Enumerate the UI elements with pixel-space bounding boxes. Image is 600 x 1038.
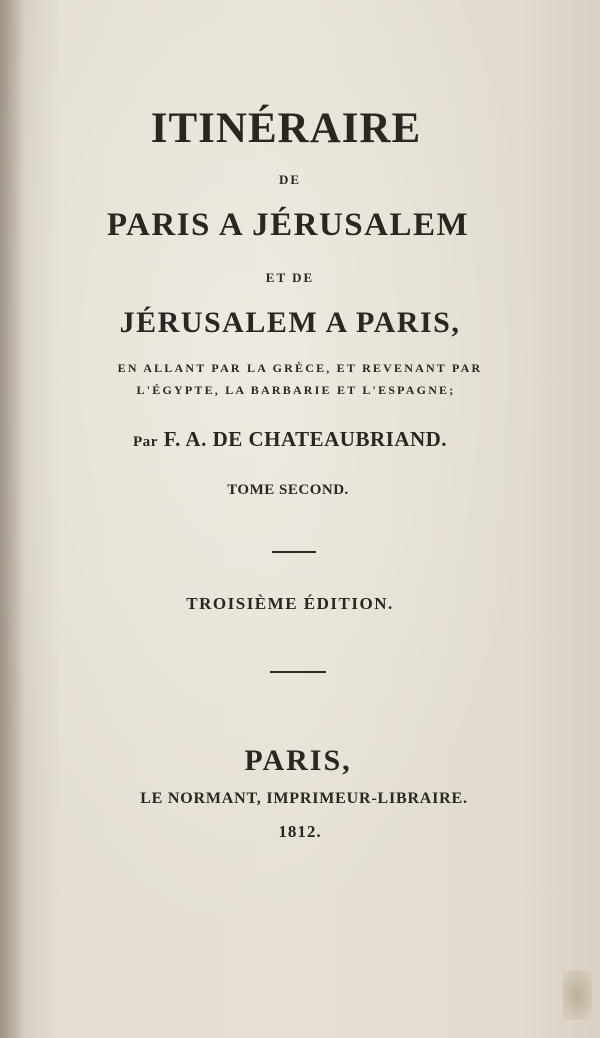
volume-label: TOME SECOND. [227,482,349,498]
imprint-year: 1812. [278,822,322,841]
author-name: F. A. DE CHATEAUBRIAND. [163,427,448,451]
book-title: ITINÉRAIRE [150,105,422,152]
title-connector-de: DE [278,172,302,187]
subtitle-line-2: L'ÉGYPTE, LA BARBARIE ET L'ESPAGNE; [136,383,456,397]
subtitle-line-1: EN ALLANT PAR LA GRÈCE, ET REVENANT PAR [117,361,483,375]
divider-rule-top [272,551,316,553]
spine-shadow [0,0,26,1038]
author-prefix: Par [132,434,158,450]
paper-stain [562,970,592,1020]
author-line [0,427,590,452]
imprint-publisher: LE NORMANT, IMPRIMEUR-LIBRAIRE. [140,790,468,807]
imprint-city: PARIS, [244,744,352,777]
edition-label: TROISIÈME ÉDITION. [186,594,394,613]
title-connector-et-de: ET DE [265,270,315,285]
route-jerusalem-paris: JÉRUSALEM A PARIS, [119,306,461,339]
route-paris-jerusalem: PARIS A JÉRUSALEM [106,207,470,243]
divider-rule-bottom [270,671,326,673]
